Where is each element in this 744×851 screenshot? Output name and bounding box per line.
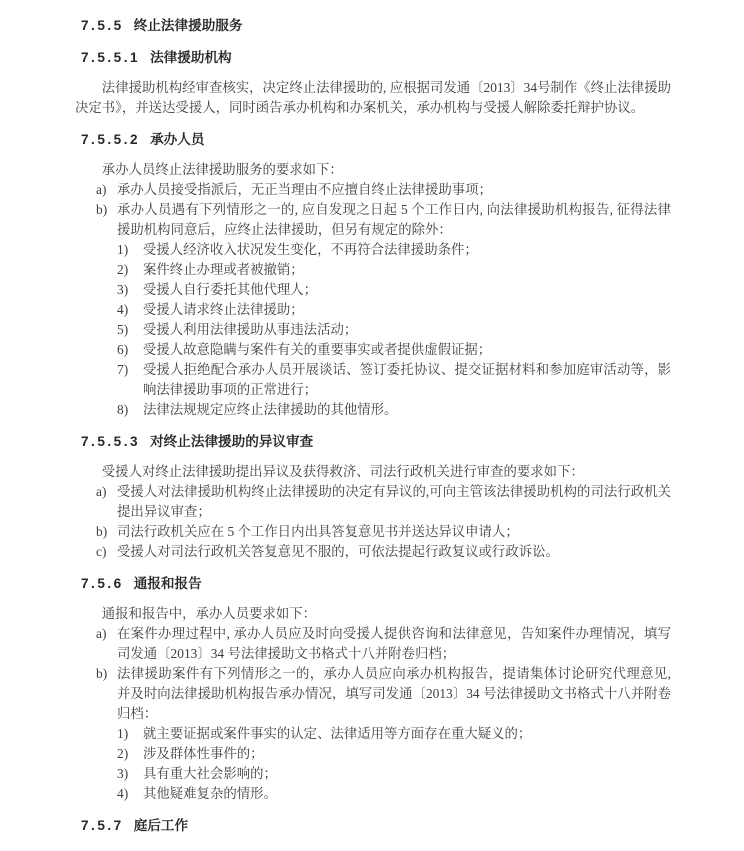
heading-number: 7.5.5.2 bbox=[81, 132, 141, 147]
list-item-a bbox=[75, 180, 671, 200]
list-marker: a) bbox=[96, 484, 107, 499]
heading-title: 承办人员 bbox=[150, 132, 205, 147]
list-marker: b) bbox=[96, 666, 108, 681]
heading-title: 对终止法律援助的异议审查 bbox=[150, 434, 314, 449]
sub-item-2 bbox=[75, 744, 671, 764]
heading-number: 7.5.6 bbox=[81, 576, 124, 591]
list-text: 在案件办理过程中, 承办人员应及时向受援人提供咨询和法律意见，告知案件办理情况，填写司发通〔2013〕34 号法律援助文书格式十八并附卷归档； bbox=[117, 626, 671, 661]
intro-line: 受援人对终止法律援助提出异议及获得救济、司法行政机关进行审查的要求如下： bbox=[101, 464, 584, 479]
list-text: 涉及群体性事件的； bbox=[143, 746, 264, 761]
list-marker: a) bbox=[96, 626, 107, 641]
list-text: 受援人请求终止法律援助； bbox=[143, 302, 304, 317]
list-marker: 8) bbox=[117, 402, 129, 417]
list-item-b bbox=[75, 522, 671, 542]
list-text: 案件终止办理或者被撤销； bbox=[143, 262, 304, 277]
list-item-b bbox=[75, 664, 671, 724]
list-marker: b) bbox=[96, 524, 108, 539]
sub-item-5 bbox=[75, 320, 671, 340]
list-marker: b) bbox=[96, 202, 108, 217]
heading-title: 终止法律援助服务 bbox=[133, 18, 243, 33]
heading-number: 7.5.5.3 bbox=[81, 434, 141, 449]
list-text: 受援人对司法行政机关答复意见不服的，可依法提起行政复议或行政诉讼。 bbox=[117, 544, 559, 559]
section-heading-7-5-5-3 bbox=[81, 432, 671, 452]
list-marker: a) bbox=[96, 182, 107, 197]
heading-number: 7.5.5.1 bbox=[81, 50, 141, 65]
list-text: 受援人故意隐瞒与案件有关的重要事实或者提供虚假证据； bbox=[143, 342, 492, 357]
section-heading-7-5-5 bbox=[81, 16, 671, 36]
section-heading-7-5-7 bbox=[81, 816, 671, 836]
list-text: 其他疑难复杂的情形。 bbox=[143, 786, 277, 801]
heading-number: 7.5.5 bbox=[81, 18, 124, 33]
list-marker: 4) bbox=[117, 302, 129, 317]
list-marker: 2) bbox=[117, 262, 129, 277]
list-item-a bbox=[75, 482, 671, 522]
sub-item-4 bbox=[75, 784, 671, 804]
list-text: 就主要证据或案件事实的认定、法律适用等方面存在重大疑义的； bbox=[143, 726, 532, 741]
list-text: 受援人拒绝配合承办人员开展谈话、签订委托协议、提交证据材料和参加庭审活动等，影响法律援助事项的正常进行； bbox=[143, 362, 671, 397]
list-marker: 1) bbox=[117, 242, 129, 257]
list-marker: 4) bbox=[117, 786, 129, 801]
list-text: 承办人员遇有下列情形之一的, 应自发现之日起 5 个工作日内, 向法律援助机构报告, 征得法律援助机构同意后，应终止法律援助，但另有规定的除外： bbox=[117, 202, 671, 237]
intro-line: 通报和报告中，承办人员要求如下： bbox=[101, 606, 317, 621]
sub-item-4 bbox=[75, 300, 671, 320]
sub-item-1 bbox=[75, 724, 671, 744]
list-text: 受援人对法律援助机构终止法律援助的决定有异议的,可向主管该法律援助机构的司法行政机关提出异议审查； bbox=[117, 484, 671, 519]
sub-item-1 bbox=[75, 240, 671, 260]
sub-item-7 bbox=[75, 360, 671, 400]
list-marker: 7) bbox=[117, 362, 129, 377]
list-text: 承办人员接受指派后，无正当理由不应擅自终止法律援助事项； bbox=[117, 182, 492, 197]
heading-number: 7.5.7 bbox=[81, 818, 124, 833]
sub-item-6 bbox=[75, 340, 671, 360]
paragraph-legal-aid-org: 法律援助机构经审查核实，决定终止法律援助的, 应根据司发通〔2013〕34号制作《终止法律援助决定书》，并送达受援人，同时函告承办机构和办案机关，承办机构与受援人解除委托辩护协议。 bbox=[75, 80, 671, 115]
sub-item-3 bbox=[75, 280, 671, 300]
list-text: 法律法规规定应终止法律援助的其他情形。 bbox=[143, 402, 398, 417]
list-marker: 3) bbox=[117, 766, 129, 781]
list-marker: 5) bbox=[117, 322, 129, 337]
section-heading-7-5-6 bbox=[81, 574, 671, 594]
list-marker: 2) bbox=[117, 746, 129, 761]
list-item-c bbox=[75, 542, 671, 562]
list-text: 具有重大社会影响的； bbox=[143, 766, 277, 781]
heading-title: 通报和报告 bbox=[133, 576, 202, 591]
sub-item-2 bbox=[75, 260, 671, 280]
document-body bbox=[75, 0, 671, 846]
section-heading-7-5-5-1 bbox=[81, 48, 671, 68]
list-text: 受援人自行委托其他代理人； bbox=[143, 282, 318, 297]
list-item-b bbox=[75, 200, 671, 240]
list-text: 司法行政机关应在 5 个工作日内出具答复意见书并送达异议申请人； bbox=[117, 524, 519, 539]
sub-item-3 bbox=[75, 764, 671, 784]
list-item-a bbox=[75, 624, 671, 664]
list-text: 受援人经济收入状况发生变化，不再符合法律援助条件； bbox=[143, 242, 478, 257]
list-marker: 1) bbox=[117, 726, 129, 741]
heading-title: 法律援助机构 bbox=[150, 50, 232, 65]
list-marker: 6) bbox=[117, 342, 129, 357]
heading-title: 庭后工作 bbox=[133, 818, 189, 833]
list-marker: c) bbox=[96, 544, 107, 559]
sub-item-8 bbox=[75, 400, 671, 420]
section-heading-7-5-5-2 bbox=[81, 130, 671, 150]
list-text: 法律援助案件有下列情形之一的，承办人员应向承办机构报告，提请集体讨论研究代理意见, 并及时向法律援助机构报告承办情况，填写司发通〔2013〕34 号法律援助文书格式十八并附卷归档： bbox=[117, 666, 671, 721]
list-marker: 3) bbox=[117, 282, 129, 297]
list-text: 受援人利用法律援助从事违法活动； bbox=[143, 322, 358, 337]
intro-line: 承办人员终止法律援助服务的要求如下： bbox=[101, 162, 343, 177]
